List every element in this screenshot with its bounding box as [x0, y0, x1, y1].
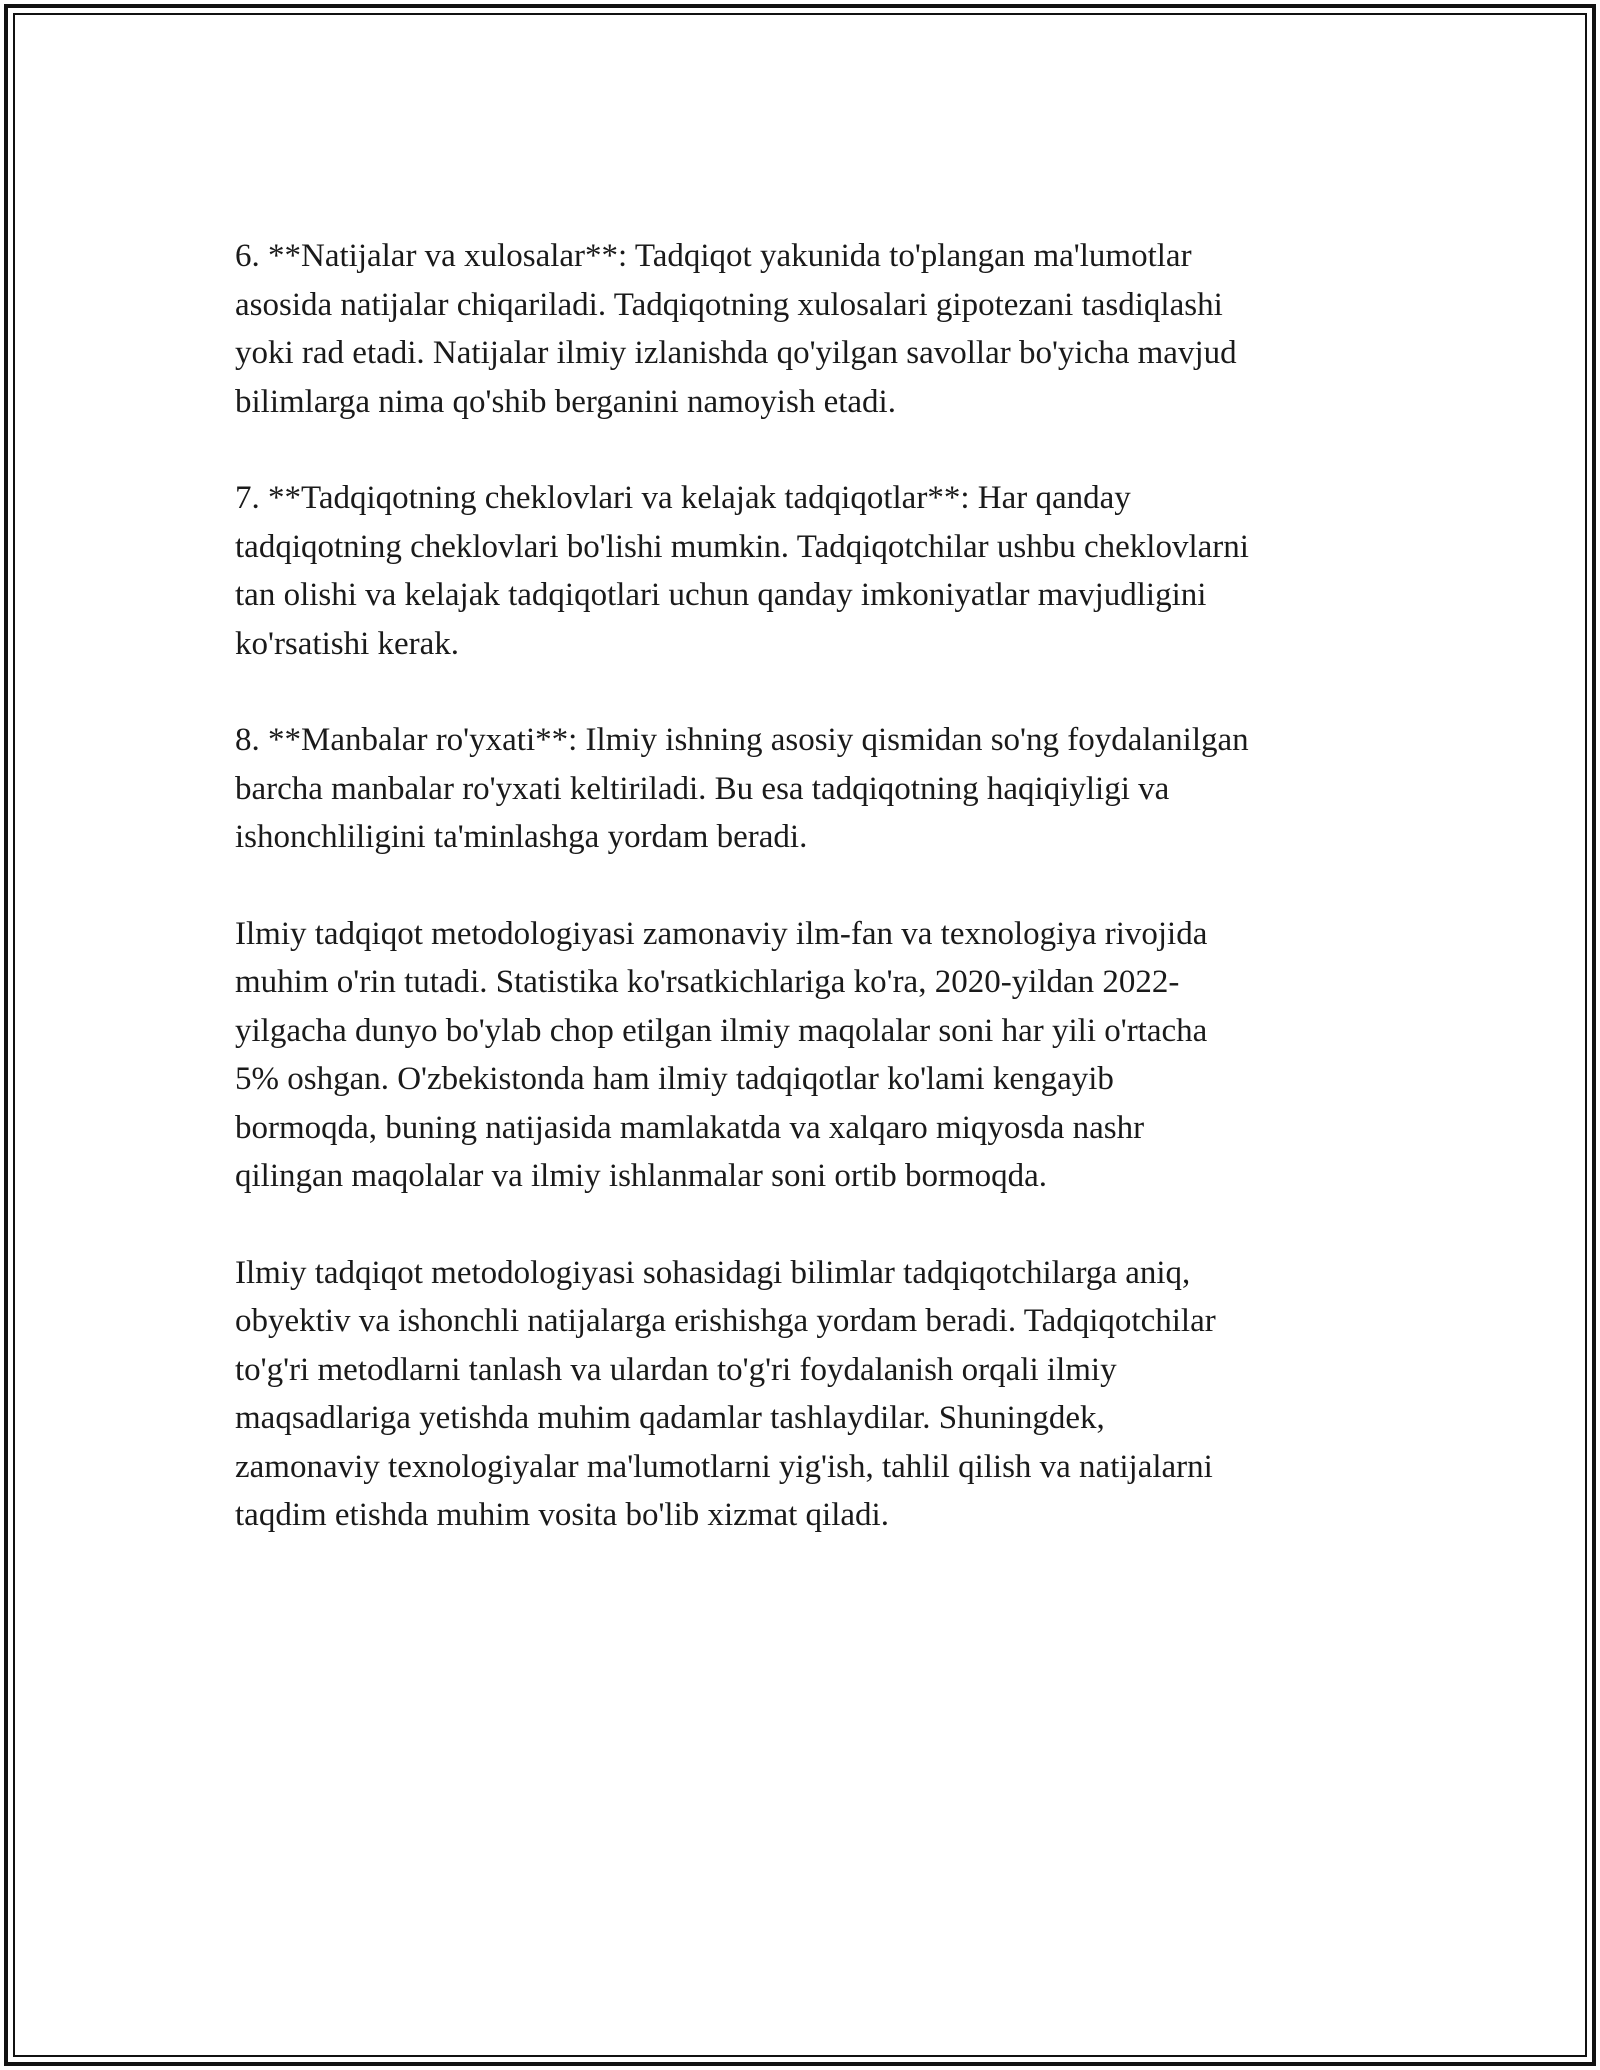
paragraph-manbalar-royxati: 8. **Manbalar ro'yxati**: Ilmiy ishning asosiy qismidan so'ng foydalanilgan barcha manbalar ro'yxati keltiriladi. Bu esa tadqiqotning haqiqiyligi va ishonchliligini ta'minlashga yordam beradi.	[235, 722, 1249, 855]
document-body	[235, 232, 1390, 1588]
paragraph-metodologiya-ahamiyati: Ilmiy tadqiqot metodologiyasi zamonaviy ilm-fan va texnologiya rivojida muhim o'rin tutadi. Statistika ko'rsatkichlariga ko'ra, 2020-yildan 2022- yilgacha dunyo bo'ylab chop etilgan ilmiy maqolalar soni har yili o'rtacha 5% oshgan. O'zbekistonda ham ilmiy tadqiqotlar ko'lami kengayib bormoqda, buning natijasida mamlakatda va xalqaro miqyosda nashr qilingan maqolalar va ilmiy ishlanmalar soni ortib bormoqda.	[235, 915, 1208, 1194]
paragraph-metodologiya-bilimlari: Ilmiy tadqiqot metodologiyasi sohasidagi bilimlar tadqiqotchilarga aniq, obyektiv va ishonchli natijalarga erishishga yordam beradi. Tadqiqotchilar to'g'ri metodlarni tanlash va ulardan to'g'ri foydalanish orqali ilmiy maqsadlariga yetishda muhim qadamlar tashlaydilar. Shuningdek, zamonaviy texnologiyalar ma'lumotlarni yig'ish, tahlil qilish va natijalarni taqdim etishda muhim vosita bo'lib xizmat qiladi.	[235, 1254, 1216, 1533]
paragraph-tadqiqot-cheklovlari: 7. **Tadqiqotning cheklovlari va kelajak tadqiqotlar**: Har qanday tadqiqotning cheklovlari bo'lishi mumkin. Tadqiqotchilar ushbu cheklovlarni tan olishi va kelajak tadqiqotlari uchun qanday imkoniyatlar mavjudligini ko'rsatishi kerak.	[235, 480, 1249, 662]
paragraph-natijalar-va-xulosalar: 6. **Natijalar va xulosalar**: Tadqiqot yakunida to'plangan ma'lumotlar asosida natijalar chiqariladi. Tadqiqotning xulosalari gipotezani tasdiqlashi yoki rad etadi. Natijalar ilmiy izlanishda qo'yilgan savollar bo'yicha mavjud bilimlarga nima qo'shib berganini namoyish etadi.	[235, 238, 1237, 420]
